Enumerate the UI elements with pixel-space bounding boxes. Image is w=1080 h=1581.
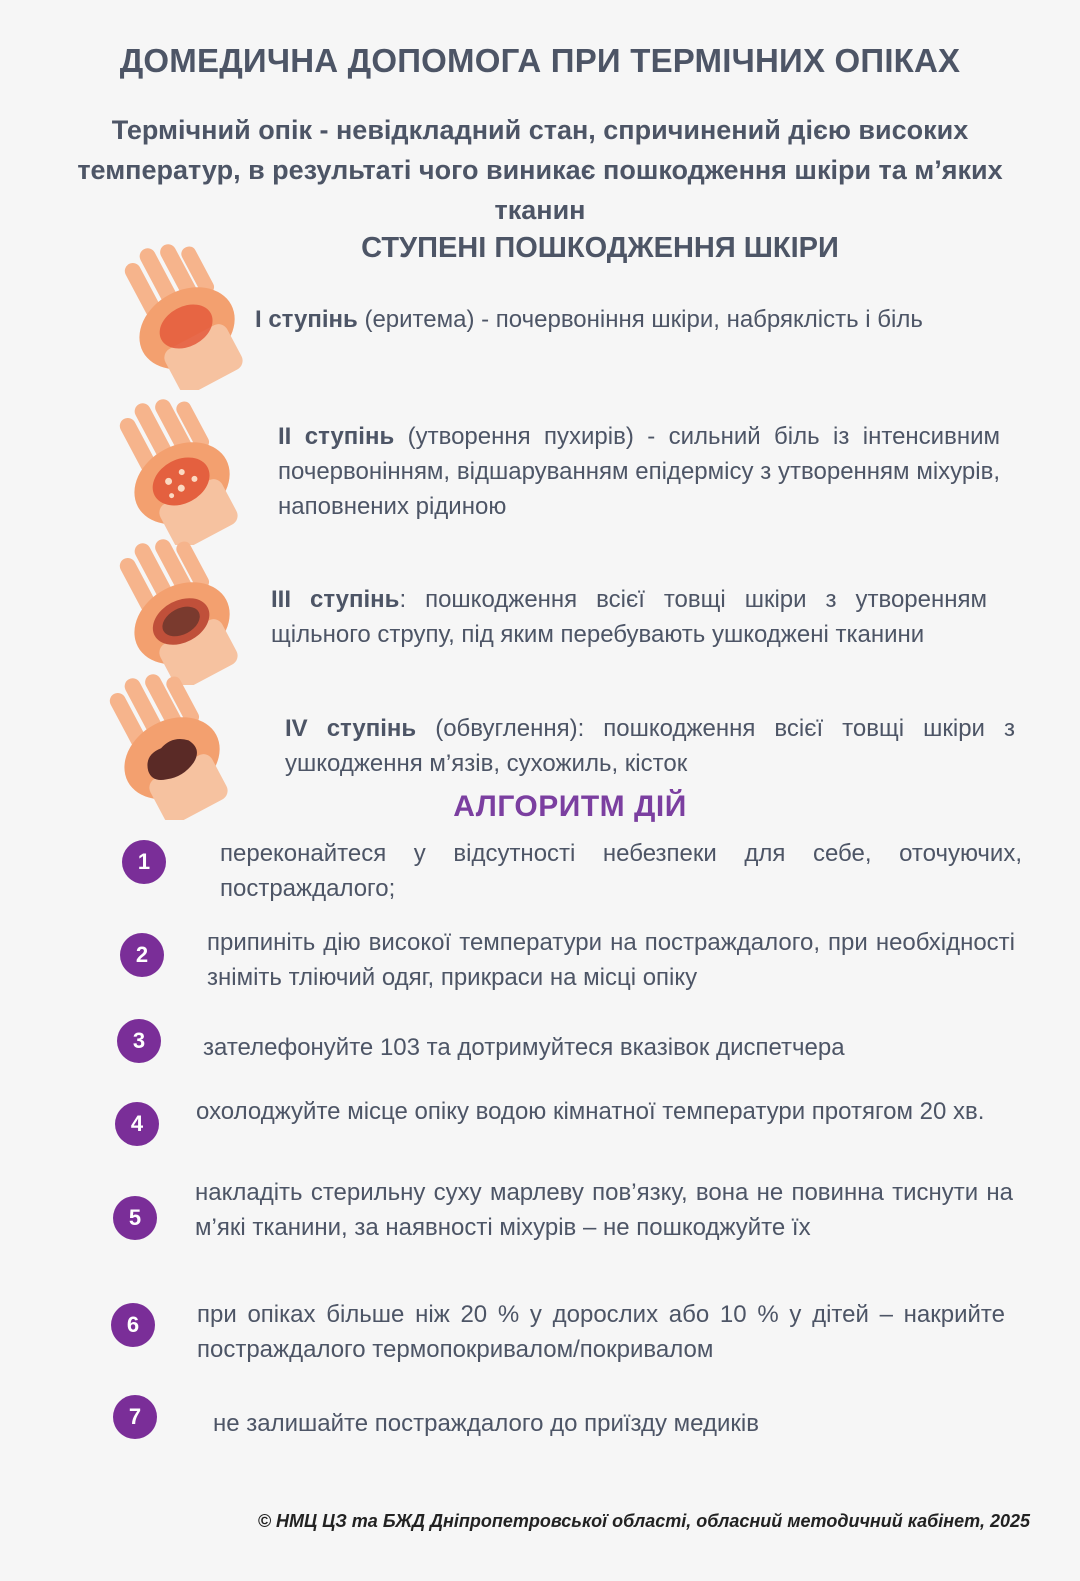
definition-line-2: температур, в результаті чого виникає пошкодження шкіри та м’яких [77, 155, 1003, 185]
step-2-number: 2 [120, 933, 164, 977]
degree-4-text: (обвуглення): пошкодження всієї товщі шкіри з ушкодження м’язів, сухожиль, кісток [285, 715, 1015, 777]
step-5-text: накладіть стерильну суху марлеву пов’язку, вона не повинна тиснути на м’які тканини, за наявності міхурів – не пошкоджуйте їх [195, 1179, 1013, 1241]
burn-definition [30, 110, 1050, 230]
step-5-number: 5 [113, 1196, 157, 1240]
degree-4-name: IV ступінь [285, 715, 417, 742]
step-3-number: 3 [117, 1019, 161, 1063]
burn-hand-degree-1-icon [95, 240, 265, 390]
degree-1-name: I ступінь [255, 306, 358, 333]
degree-3-text: : пошкодження всієї товщі шкіри з утворенням щільного струпу, під яким перебувають ушкоджені тканини [271, 586, 987, 648]
step-7-number: 7 [113, 1395, 157, 1439]
degrees-heading: СТУПЕНІ ПОШКОДЖЕННЯ ШКІРИ [361, 232, 839, 264]
burn-hand-degree-4-icon [80, 670, 250, 820]
step-7-text: не залишайте постраждалого до приїзду медиків [213, 1410, 759, 1437]
degree-3-name: III ступінь [271, 586, 400, 613]
page-title: ДОМЕДИЧНА ДОПОМОГА ПРИ ТЕРМІЧНИХ ОПІКАХ [119, 42, 961, 79]
degree-2-text: (утворення пухирів) - сильний біль із інтенсивним почервонінням, відшаруванням епідермісу з утворенням міхурів, наповнених рідиною [278, 423, 1000, 520]
step-3-text: зателефонуйте 103 та дотримуйтеся вказівок диспетчера [203, 1034, 845, 1061]
degree-3-description [271, 582, 987, 652]
step-2-text: припиніть дію високої температури на постраждалого, при необхідності зніміть тліючий одяг, прикраси на місці опіку [207, 929, 1015, 991]
step-1-number: 1 [122, 840, 166, 884]
step-6-text: при опіках більше ніж 20 % у дорослих або 10 % у дітей – накрийте постраждалого термопокривалом/покривалом [197, 1301, 1005, 1363]
step-4-number: 4 [115, 1102, 159, 1146]
step-4-text: охолоджуйте місце опіку водою кімнатної температури протягом 20 хв. [196, 1098, 985, 1125]
degree-4-description [285, 711, 1015, 781]
degree-2-description [278, 419, 1000, 524]
algorithm-heading: АЛГОРИТМ ДІЙ [453, 790, 687, 823]
definition-line-3: тканин [494, 195, 586, 225]
step-6-number: 6 [111, 1303, 155, 1347]
degree-1-text: (еритема) - почервоніння шкіри, набряклість і біль [357, 306, 923, 333]
step-1-text: переконайтеся у відсутності небезпеки для себе, оточуючих, постраждалого; [220, 840, 1022, 902]
degree-2-name: II ступінь [278, 423, 395, 450]
definition-line-1: Термічний опік - невідкладний стан, спричинений дією високих [111, 115, 969, 145]
degree-1-description [255, 302, 1015, 337]
burn-hand-degree-3-icon [90, 535, 260, 685]
copyright-footer: © НМЦ ЦЗ та БЖД Дніпропетровської області, обласний методичний кабінет, 2025 [257, 1511, 1030, 1531]
burn-hand-degree-2-icon [90, 395, 260, 545]
